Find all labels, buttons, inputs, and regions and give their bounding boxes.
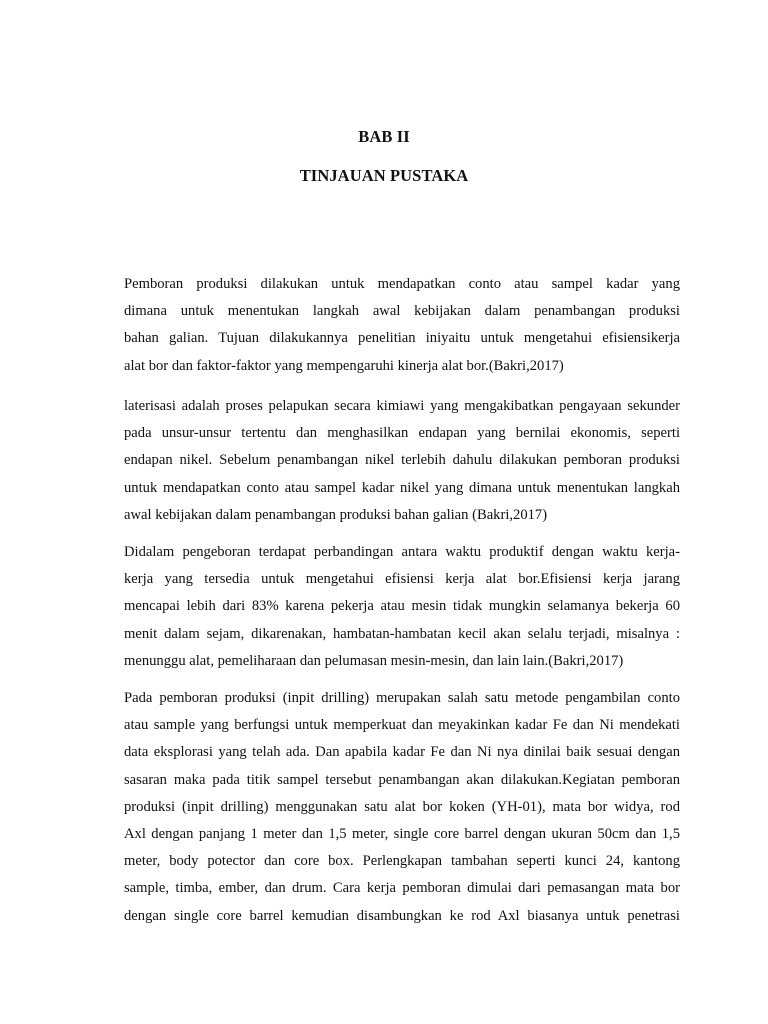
text-line: awal kebijakan dalam penambangan produksi bahan galian (Bakri,2017) xyxy=(124,506,548,523)
text-line: Pada pemboran produksi (inpit drilling) merupakan salah satu metode pengambilan conto xyxy=(124,690,680,706)
text-line: Axl dengan panjang 1 meter dan 1,5 meter, single core barrel dengan ukuran 50cm dan 1,5 xyxy=(124,825,680,842)
text-line: laterisasi adalah proses pelapukan secara kimiawi yang mengakibatkan pengayaan sekunder xyxy=(124,398,680,414)
paragraph xyxy=(124,271,680,380)
text-line: menunggu alat, pemeliharaan dan pelumasan mesin-mesin, dan lain lain.(Bakri,2017) xyxy=(124,652,624,669)
chapter-title: TINJAUAN PUSTAKA xyxy=(299,166,469,185)
text-line: meter, body potector dan core box. Perlengkapan tambahan seperti kunci 24, kantong xyxy=(124,853,680,870)
paragraph xyxy=(124,393,680,529)
text-line: endapan nikel. Sebelum penambangan nikel terlebih dahulu dilakukan pemboran produksi xyxy=(124,452,680,469)
text-line: untuk mendapatkan conto atau sampel kadar nikel yang dimana untuk menentukan langkah xyxy=(124,479,680,496)
chapter-heading: BAB II xyxy=(358,127,410,146)
text-line: produksi (inpit drilling) menggunakan satu alat bor koken (YH-01), mata bor widya, rod xyxy=(124,798,680,815)
text-line: dengan single core barrel kemudian disambungkan ke rod Axl biasanya untuk penetrasi xyxy=(124,907,680,924)
text-line: sample, timba, ember, dan drum. Cara kerja pemboran dimulai dari pemasangan mata bor xyxy=(124,880,680,897)
text-line: pada unsur-unsur tertentu dan menghasilkan endapan yang bernilai ekonomis, seperti xyxy=(124,425,680,442)
text-line: atau sample yang berfungsi untuk memperkuat dan meyakinkan kadar Fe dan Ni mendekati xyxy=(124,717,680,734)
text-line: mencapai lebih dari 83% karena pekerja atau mesin tidak mungkin selamanya bekerja 60 xyxy=(124,598,680,615)
paragraph xyxy=(124,685,680,930)
text-line: kerja yang tersedia untuk mengetahui efisiensi kerja alat bor.Efisiensi kerja jarang xyxy=(124,571,680,588)
text-line: menit dalam sejam, dikarenakan, hambatan-hambatan kecil akan selalu terjadi, misalnya : xyxy=(124,625,680,642)
text-line: Didalam pengeboran terdapat perbandingan antara waktu produktif dengan waktu kerja- xyxy=(124,544,680,560)
text-line: bahan galian. Tujuan dilakukannya penelitian iniyaitu untuk mengetahui efisiensikerja xyxy=(124,330,680,347)
text-line: data eksplorasi yang telah ada. Dan apabila kadar Fe dan Ni nya dinilai baik sesuai dengan xyxy=(124,744,680,761)
text-line: sasaran maka pada titik sampel tersebut penambangan akan dilakukan.Kegiatan pemboran xyxy=(124,771,680,788)
paragraph xyxy=(124,539,680,675)
text-line: Pemboran produksi dilakukan untuk mendapatkan conto atau sampel kadar yang xyxy=(124,276,680,292)
text-line: alat bor dan faktor-faktor yang mempengaruhi kinerja alat bor.(Bakri,2017) xyxy=(124,357,564,374)
text-line: dimana untuk menentukan langkah awal kebijakan dalam penambangan produksi xyxy=(124,303,680,320)
